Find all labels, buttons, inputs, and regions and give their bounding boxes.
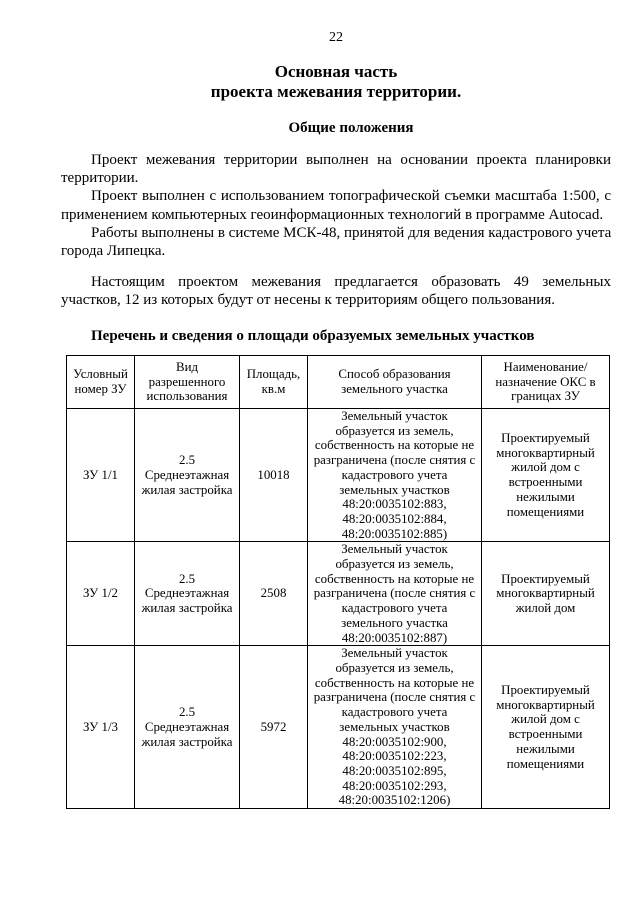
paragraph-line: Проект межевания территории выполнен на основании проекта планировки (91, 152, 611, 168)
header-permitted-use: Вид разрешенного использования (135, 356, 240, 409)
title-line-1: Основная часть (274, 62, 398, 81)
paragraph-line: территории. (61, 170, 139, 187)
cell-plot-number: ЗУ 1/2 (67, 542, 135, 646)
cell-oks-purpose: Проектируемый многоквартирный жилой дом с встроенными нежилыми помещениями (482, 646, 610, 809)
cell-plot-number: ЗУ 1/3 (67, 646, 135, 809)
cell-permitted-use: 2.5 Среднеэтажная жилая застройка (135, 542, 240, 646)
page-number: 22 (329, 30, 343, 45)
cell-formation-method: Земельный участок образуется из земель, собственность на которые не разграничена (после снятия с кадастрового учета земельных участков 48:20:0035102:900, 48:20:0035102:223, 48:20:0035102:895, 48:20:0035102:293, 48:20:0035102:1206) (308, 646, 482, 809)
section-heading: Общие положения (288, 120, 414, 136)
cell-permitted-use: 2.5 Среднеэтажная жилая застройка (135, 409, 240, 542)
table-heading: Перечень и сведения о площади образуемых земельных участков (91, 328, 535, 344)
general-provisions-text (61, 151, 611, 260)
cell-formation-method: Земельный участок образуется из земель, собственность на которые не разграничена (после снятия с кадастрового учета земельных участков 48:20:0035102:883, 48:20:0035102:884, 48:20:0035102:885) (308, 409, 482, 542)
table-header-row (67, 356, 610, 409)
paragraph-line: города Липецка. (61, 243, 166, 260)
paragraph-line: Работы выполнены в системе МСК-48, принятой для ведения кадастрового учета (91, 224, 612, 241)
table-row (67, 409, 610, 542)
paragraph-line: участков, 12 из которых будут от несены к территориям общего пользования. (61, 292, 555, 309)
cell-area: 10018 (240, 409, 308, 542)
title-line-2: проекта межевания территории. (210, 82, 462, 101)
plots-summary-text (61, 273, 611, 309)
paragraph-coordinate-system (61, 224, 611, 260)
header-formation-method: Способ образования земельного участка (308, 356, 482, 409)
header-oks-purpose: Наименование/ назначение ОКС в границах ЗУ (482, 356, 610, 409)
header-area: Площадь, кв.м (240, 356, 308, 409)
cell-plot-number: ЗУ 1/1 (67, 409, 135, 542)
paragraph-line: Настоящим проектом межевания предлагается образовать 49 земельных (91, 274, 611, 290)
paragraph-plots-count (61, 273, 611, 309)
paragraph-line: Проект выполнен с использованием топографической съемки масштаба 1:500, с (91, 188, 611, 205)
paragraph-line: применением компьютерных геоинформационных технологий в программе Autocad. (61, 206, 604, 223)
cell-oks-purpose: Проектируемый многоквартирный жилой дом с встроенными нежилыми помещениями (482, 409, 610, 542)
paragraph-basis (61, 151, 611, 187)
table-row (67, 646, 610, 809)
table-row (67, 542, 610, 646)
cell-formation-method: Земельный участок образуется из земель, собственность на которые не разграничена (после снятия с кадастрового учета земельного участка 48:20:0035102:887) (308, 542, 482, 646)
header-plot-number: Условный номер ЗУ (67, 356, 135, 409)
cell-oks-purpose: Проектируемый многоквартирный жилой дом (482, 542, 610, 646)
document-title (61, 62, 611, 102)
cell-area: 5972 (240, 646, 308, 809)
paragraph-survey (61, 187, 611, 223)
land-plots-table (66, 355, 610, 809)
cell-permitted-use: 2.5 Среднеэтажная жилая застройка (135, 646, 240, 809)
cell-area: 2508 (240, 542, 308, 646)
